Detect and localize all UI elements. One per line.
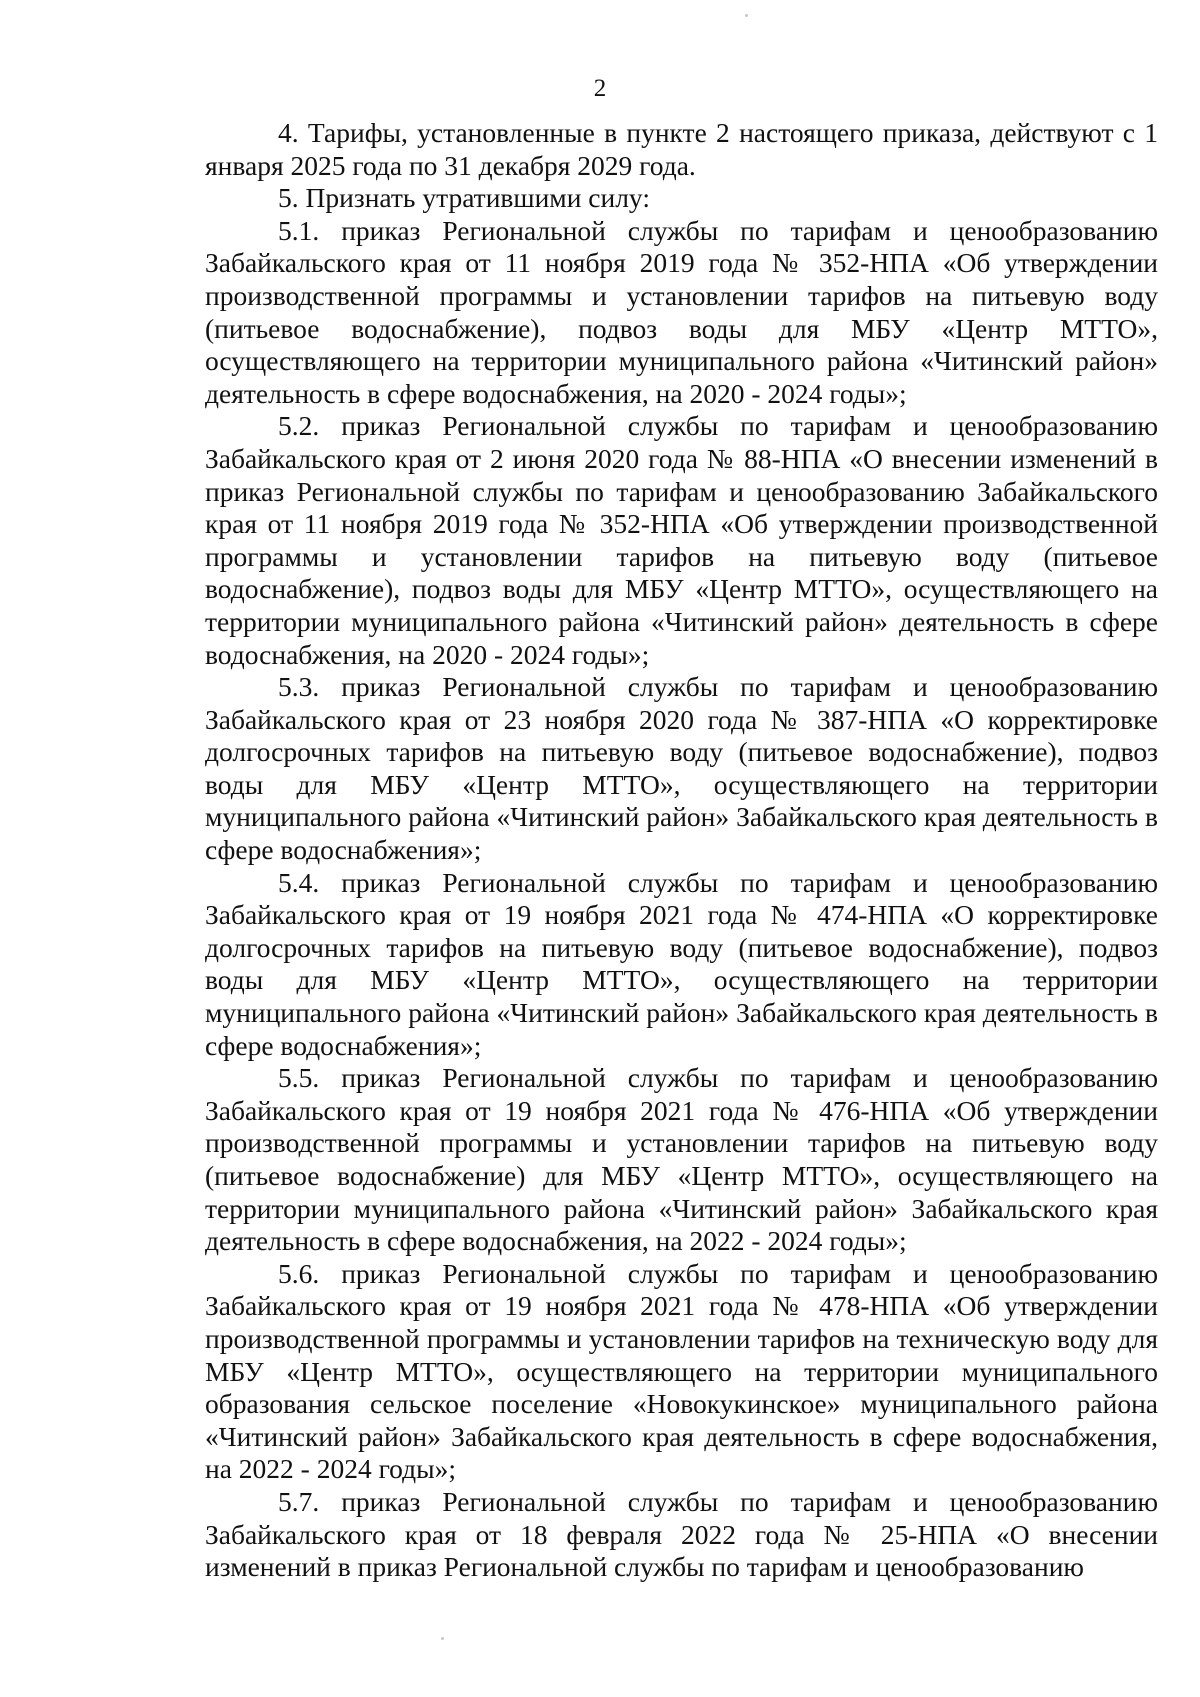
paragraph-5-4: 5.4. приказ Региональной службы по тарифам и ценообразованию Забайкальского края от 19 ноября 2021 года № 474-НПА «О корректировке долгосрочных тарифов на питьевую воду (питьевое водоснабжение), подвоз воды для МБУ «Центр МТТО», осуществляющего на территории муниципального района «Читинский район» Забайкальского края деятельность в сфере водоснабжения»;	[205, 866, 1158, 1061]
paragraph-4-tariff-validity: 4. Тарифы, установленные в пункте 2 настоящего приказа, действуют с 1 января 2025 года по 31 декабря 2029 года.	[205, 117, 1158, 181]
paragraph-5-2: 5.2. приказ Региональной службы по тарифам и ценообразованию Забайкальского края от 2 июня 2020 года № 88-НПА «О внесении изменений в приказ Региональной службы по тарифам и ценообразованию Забайкальского края от 11 ноября 2019 года № 352-НПА «Об утверждении производственной программы и установлении тарифов на питьевую воду (питьевое водоснабжение), подвоз воды для МБУ «Центр МТТО», осуществляющего на территории муниципального района «Читинский район» деятельность в сфере водоснабжения, на 2020 - 2024 годы»;	[205, 410, 1158, 670]
page-number: 2	[593, 75, 607, 102]
paragraph-5-6: 5.6. приказ Региональной службы по тарифам и ценообразованию Забайкальского края от 19 ноября 2021 года № 478-НПА «Об утверждении производственной программы и установлении тарифов на техническую воду для МБУ «Центр МТТО», осуществляющего на территории муниципального образования сельское поселение «Новокукинское» муниципального района «Читинский район» Забайкальского края деятельность в сфере водоснабжения, на 2022 - 2024 годы»;	[205, 1257, 1158, 1485]
document-body	[205, 117, 1158, 1584]
paragraph-5-3: 5.3. приказ Региональной службы по тарифам и ценообразованию Забайкальского края от 23 ноября 2020 года № 387-НПА «О корректировке долгосрочных тарифов на питьевую воду (питьевое водоснабжение), подвоз воды для МБУ «Центр МТТО», осуществляющего на территории муниципального района «Читинский район» Забайкальского края деятельность в сфере водоснабжения»;	[205, 671, 1158, 866]
paragraph-5-5: 5.5. приказ Региональной службы по тарифам и ценообразованию Забайкальского края от 19 ноября 2021 года № 476-НПА «Об утверждении производственной программы и установлении тарифов на питьевую воду (питьевое водоснабжение) для МБУ «Центр МТТО», осуществляющего на территории муниципального района «Читинский район» Забайкальского края деятельность в сфере водоснабжения, на 2022 - 2024 годы»;	[205, 1062, 1158, 1257]
scan-speck	[441, 1637, 444, 1640]
paragraph-5-1: 5.1. приказ Региональной службы по тарифам и ценообразованию Забайкальского края от 11 ноября 2019 года № 352-НПА «Об утверждении производственной программы и установлении тарифов на питьевую воду (питьевое водоснабжение), подвоз воды для МБУ «Центр МТТО», осуществляющего на территории муниципального района «Читинский район» деятельность в сфере водоснабжения, на 2020 - 2024 годы»;	[205, 214, 1158, 409]
paragraph-5-7: 5.7. приказ Региональной службы по тарифам и ценообразованию Забайкальского края от 18 февраля 2022 года № 25-НПА «О внесении изменений в приказ Региональной службы по тарифам и ценообразованию	[205, 1485, 1158, 1583]
paragraph-5-repeal-heading: 5. Признать утратившими силу:	[278, 182, 650, 214]
scan-speck	[745, 14, 748, 17]
